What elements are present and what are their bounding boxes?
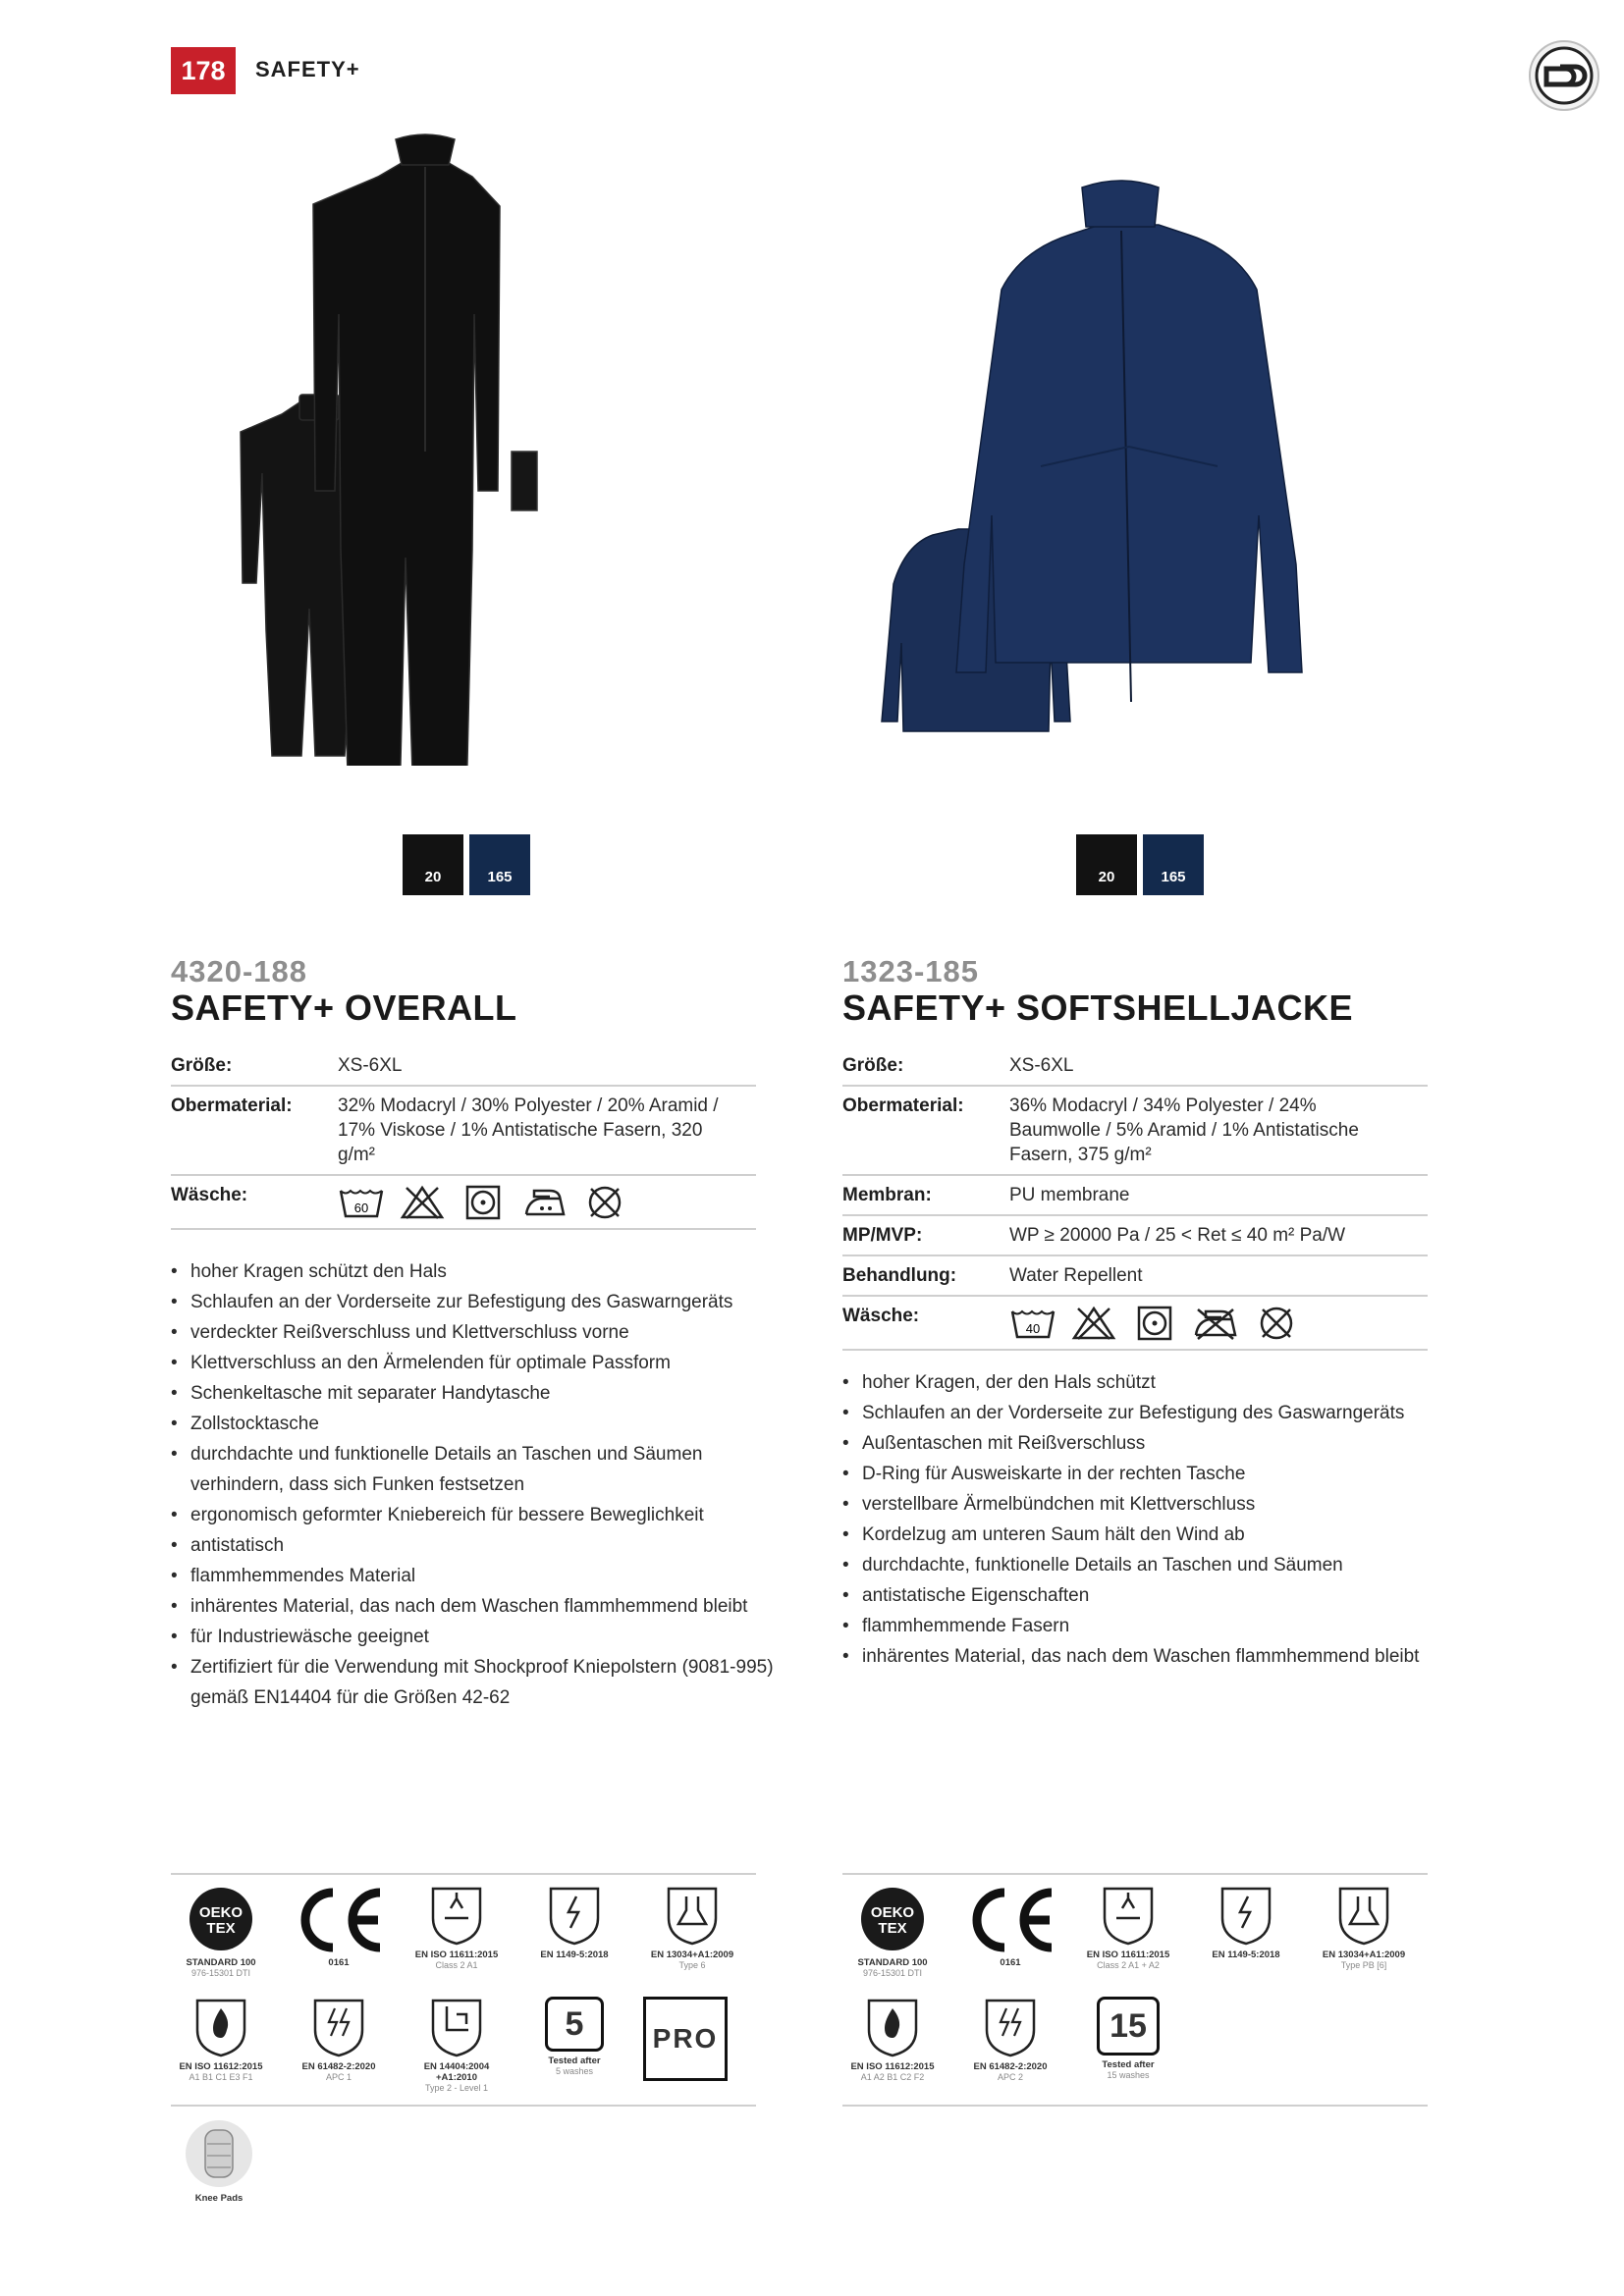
cert-antistatic: EN 1149-5:2018 [1192,1885,1300,1978]
cert-welding: EN ISO 11611:2015 Class 2 A1 + A2 [1074,1885,1182,1978]
knee-shield-icon [429,1997,484,2057]
spec-row-material [171,1086,756,1175]
antistatic-shield-icon [547,1885,602,1946]
pro-badge: PRO [643,1997,728,2081]
no-bleach-icon [399,1185,446,1220]
list-item: • D-Ring für Ausweiskarte in der rechten Tasche [842,1459,1451,1489]
section-title: SAFETY+ [255,57,360,81]
knee-pad-icon [184,2118,254,2189]
antistatic-shield-icon [1218,1885,1273,1946]
cert-pro [638,1997,732,2093]
spec-value: XS-6XL [1009,1046,1428,1086]
knee-pads-badge: Knee Pads [167,2118,271,2204]
divider [171,1873,756,1875]
spec-label: Wäsche: [171,1175,338,1229]
cert-washes: 15 Tested after 15 washes [1074,1997,1182,2082]
spec-row-treatment [842,1255,1428,1296]
cert-arc: EN 61482-2:2020 APC 1 [285,1997,393,2093]
list-item: • Schlaufen an der Vorderseite zur Befestigung des Gaswarngeräts [842,1398,1451,1428]
list-item: • antistatische Eigenschaften [842,1580,1451,1611]
spec-value: WP ≥ 20000 Pa / 25 < Ret ≤ 40 m² Pa/W [1009,1215,1428,1255]
feature-list-softshell [842,1367,1451,1672]
chemical-shield-icon [1336,1885,1391,1946]
welding-shield-icon [1101,1885,1156,1946]
arc-shield-icon [983,1997,1038,2057]
welding-shield-icon [429,1885,484,1946]
wash-40-icon [1009,1306,1056,1341]
list-item: • hoher Kragen, der den Hals schützt [842,1367,1451,1398]
svg-text:40: 40 [1025,1321,1041,1336]
brand-logo-icon [1528,39,1600,112]
color-swatch-navy[interactable]: 165 [469,834,530,895]
spec-row-mvp [842,1215,1428,1255]
spec-label: Obermaterial: [842,1086,1009,1175]
article-number: 1323-185 [842,954,980,988]
oeko-tex-badge: OEKO TEX STANDARD 100 976-15301 DTI [839,1885,947,1978]
list-item: • flammhemmendes Material [171,1561,780,1591]
list-item: • verstellbare Ärmelbündchen mit Klettverschluss [842,1489,1451,1520]
list-item: • hoher Kragen schützt den Hals [171,1256,780,1287]
cert-washes: 5 Tested after 5 washes [520,1997,628,2093]
spec-label: Obermaterial: [171,1086,338,1175]
chemical-shield-icon [665,1885,720,1946]
list-item: • durchdachte, funktionelle Details an Taschen und Säumen [842,1550,1451,1580]
oeko-tex-badge: OEKO TEX STANDARD 100 976-15301 DTI [167,1885,275,1978]
article-number: 4320-188 [171,954,308,988]
ce-mark-icon [290,1885,388,1953]
list-item: • Kordelzug am unteren Saum hält den Wind ab [842,1520,1451,1550]
care-symbols [1009,1304,1428,1341]
svg-text:OEKO: OEKO [198,1904,244,1921]
list-item: • Zertifiziert für die Verwendung mit Shockproof Kniepolstern (9081-995) gemäß EN14404 für die Größen 42-62 [171,1652,780,1713]
cert-welding: EN ISO 11611:2015 Class 2 A1 [403,1885,511,1978]
cert-antistatic: EN 1149-5:2018 [520,1885,628,1978]
no-bleach-icon [1070,1306,1117,1341]
list-item: • Schlaufen an der Vorderseite zur Befestigung des Gaswarngeräts [171,1287,780,1317]
spec-row-size [171,1046,756,1086]
color-swatch-navy[interactable]: 165 [1143,834,1204,895]
svg-text:OEKO: OEKO [870,1904,915,1921]
list-item: • Zollstocktasche [171,1409,780,1439]
list-item: • antistatisch [171,1530,780,1561]
svg-text:TEX: TEX [206,1920,236,1937]
no-dry-clean-icon [1253,1306,1300,1341]
flame-shield-icon [865,1997,920,2057]
cert-row-1-softshell [839,1885,1418,1978]
list-item: • inhärentes Material, das nach dem Waschen flammhemmend bleibt [842,1641,1451,1672]
ce-mark: 0161 [956,1885,1064,1978]
spec-value: XS-6XL [338,1046,756,1086]
spec-value: 32% Modacryl / 30% Polyester / 20% Aramid / 17% Viskose / 1% Antistatische Fasern, 320 g/m² [338,1086,756,1175]
spec-row-size [842,1046,1428,1086]
overall-product-image [221,128,594,766]
list-item: • flammhemmende Fasern [842,1611,1451,1641]
list-item: • für Industriewäsche geeignet [171,1622,780,1652]
color-swatch-black[interactable]: 20 [1076,834,1137,895]
cert-knee: EN 14404:2004 +A1:2010 Type 2 - Level 1 [403,1997,511,2093]
spec-row-care [842,1296,1428,1350]
list-item: • ergonomisch geformter Kniebereich für bessere Beweglichkeit [171,1500,780,1530]
color-swatches-overall [403,834,530,895]
spec-value: 36% Modacryl / 34% Polyester / 24% Baumwolle / 5% Aramid / 1% Antistatische Fasern, 375 g/m² [1009,1086,1428,1175]
spec-label: Größe: [842,1046,1009,1086]
spec-row-care [171,1175,756,1229]
cert-row-2-overall [167,1997,732,2093]
color-swatch-black[interactable]: 20 [403,834,463,895]
spec-label: MP/MVP: [842,1215,1009,1255]
cert-chemical: EN 13034+A1:2009 Type 6 [638,1885,746,1978]
cert-flame: EN ISO 11612:2015 A1 A2 B1 C2 F2 [839,1997,947,2082]
iron-2-dots-icon [520,1185,568,1220]
spec-label: Behandlung: [842,1255,1009,1296]
spec-table-softshell [842,1046,1428,1351]
spec-value: PU membrane [1009,1175,1428,1215]
color-swatches-softshell [1076,834,1204,895]
cert-flame: EN ISO 11612:2015 A1 B1 C1 E3 F1 [167,1997,275,2093]
product-title: SAFETY+ SOFTSHELLJACKE [842,988,1354,1028]
tumble-dry-icon [1131,1306,1178,1341]
product-title: SAFETY+ OVERALL [171,988,517,1028]
tumble-dry-icon [460,1185,507,1220]
no-iron-icon [1192,1306,1239,1341]
no-dry-clean-icon [581,1185,628,1220]
flame-shield-icon [193,1997,248,2057]
wash-60-icon [338,1185,385,1220]
washes-count: 15 [1097,1997,1160,2056]
list-item: • Schenkeltasche mit separater Handytasche [171,1378,780,1409]
arc-shield-icon [311,1997,366,2057]
feature-list-overall [171,1256,780,1713]
cert-arc: EN 61482-2:2020 APC 2 [956,1997,1064,2082]
list-item: • Klettverschluss an den Ärmelenden für optimale Passform [171,1348,780,1378]
page-number: 178 [171,47,236,94]
spec-row-material [842,1086,1428,1175]
list-item: • durchdachte und funktionelle Details an Taschen und Säumen verhindern, dass sich Funken festsetzen [171,1439,780,1500]
spec-label: Wäsche: [842,1296,1009,1350]
spec-table-overall [171,1046,756,1230]
divider [842,1873,1428,1875]
divider [171,2105,756,2107]
svg-text:TEX: TEX [878,1920,907,1937]
cert-chemical: EN 13034+A1:2009 Type PB [6] [1310,1885,1418,1978]
care-symbols [338,1183,756,1220]
ce-mark: 0161 [285,1885,393,1978]
oeko-tex-icon [858,1885,927,1953]
cert-row-2-softshell [839,1997,1182,2082]
list-item: • inhärentes Material, das nach dem Waschen flammhemmend bleibt [171,1591,780,1622]
ce-mark-icon [961,1885,1059,1953]
cert-row-1-overall [167,1885,746,1978]
oeko-tex-icon [187,1885,255,1953]
divider [842,2105,1428,2107]
spec-label: Membran: [842,1175,1009,1215]
spec-value: Water Repellent [1009,1255,1428,1296]
washes-count: 5 [545,1997,604,2052]
list-item: • Außentaschen mit Reißverschluss [842,1428,1451,1459]
list-item: • verdeckter Reißverschluss und Klettverschluss vorne [171,1317,780,1348]
softshell-jacket-image [874,172,1345,761]
spec-label: Größe: [171,1046,338,1086]
svg-text:60: 60 [353,1201,369,1215]
spec-row-membrane [842,1175,1428,1215]
